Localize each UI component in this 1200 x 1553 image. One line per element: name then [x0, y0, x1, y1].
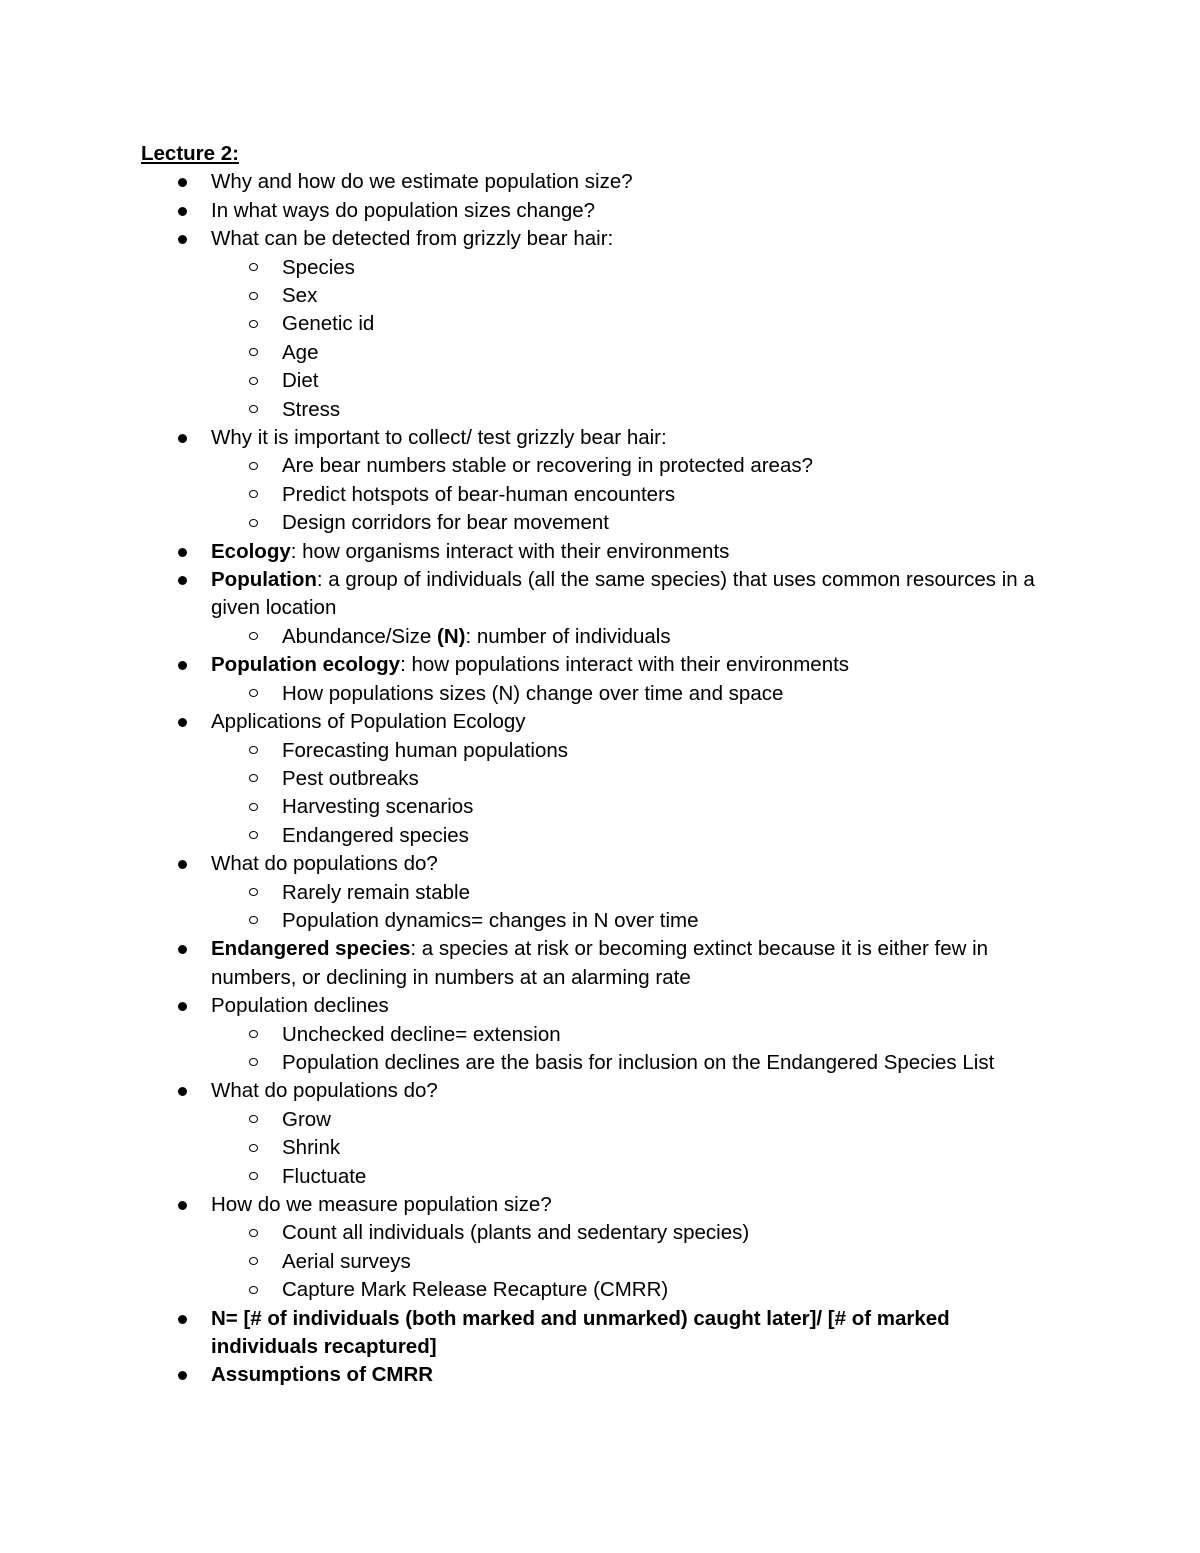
sub-bullet-item [141, 367, 1061, 395]
bullet-item [141, 1305, 1061, 1362]
item-text: Genetic id [282, 312, 375, 336]
sub-bullet-item [141, 1219, 1061, 1247]
bold-term: Endangered species [211, 937, 411, 961]
sub-bullet-item [141, 1049, 1061, 1077]
item-text: Population declines are the basis for inclusion on the Endangered Species List [282, 1050, 995, 1074]
bullet-item [141, 197, 1061, 225]
bullet-item [141, 708, 1061, 736]
item-text: Population declines [211, 994, 389, 1018]
item-text: : a species at risk or becoming extinct because it is either few in numbers, or declining in numbers at an alarming rate [211, 937, 989, 989]
bold-term: (N) [437, 624, 466, 648]
sub-bullet-item [141, 254, 1061, 282]
item-text: Endangered species [282, 823, 469, 847]
sub-bullet-item [141, 339, 1061, 367]
item-text: What can be detected from grizzly bear hair: [211, 227, 614, 251]
hollow-bullet-icon [249, 519, 258, 527]
item-text: Predict hotspots of bear-human encounters [282, 482, 676, 506]
hollow-bullet-icon [249, 1229, 258, 1237]
item-text: Diet [282, 369, 319, 393]
filled-bullet-icon [178, 661, 187, 670]
item-text: Harvesting scenarios [282, 795, 474, 819]
sub-bullet-item [141, 1021, 1061, 1049]
item-text: Rarely remain stable [282, 880, 470, 904]
filled-bullet-icon [178, 576, 187, 585]
hollow-bullet-icon [249, 292, 258, 300]
filled-bullet-icon [178, 1087, 187, 1096]
hollow-bullet-icon [249, 689, 258, 697]
item-text: Count all individuals (plants and sedentary species) [282, 1221, 750, 1245]
bold-term: Ecology [211, 539, 291, 563]
hollow-bullet-icon [249, 831, 258, 839]
item-text: Capture Mark Release Recapture (CMRR) [282, 1278, 669, 1302]
bullet-item [141, 225, 1061, 253]
sub-bullet-item [141, 1163, 1061, 1191]
sub-bullet-item [141, 765, 1061, 793]
sub-bullet-item [141, 1134, 1061, 1162]
filled-bullet-icon [178, 207, 187, 216]
item-text: : how organisms interact with their environments [290, 539, 730, 563]
item-text: Pest outbreaks [282, 766, 419, 790]
lecture-heading: Lecture 2: [141, 142, 239, 165]
hollow-bullet-icon [249, 632, 258, 640]
bullet-item [141, 935, 1061, 992]
hollow-bullet-icon [249, 1144, 258, 1152]
filled-bullet-icon [178, 1201, 187, 1210]
item-text: Age [282, 340, 319, 364]
filled-bullet-icon [178, 1315, 187, 1324]
hollow-bullet-icon [249, 1030, 258, 1038]
item-text: Stress [282, 397, 341, 421]
hollow-bullet-icon [249, 320, 258, 328]
item-text: In what ways do population sizes change? [211, 198, 596, 222]
filled-bullet-icon [178, 1371, 187, 1380]
filled-bullet-icon [178, 235, 187, 244]
item-text: Species [282, 255, 355, 279]
document-page [141, 140, 1061, 1390]
bold-term: Population [211, 568, 317, 592]
bullet-item [141, 1191, 1061, 1219]
item-text: : how populations interact with their environments [400, 653, 850, 677]
sub-bullet-item [141, 623, 1061, 651]
hollow-bullet-icon [249, 803, 258, 811]
item-text: Sex [282, 284, 318, 308]
bullet-item [141, 1361, 1061, 1389]
hollow-bullet-icon [249, 1115, 258, 1123]
sub-bullet-item [141, 1248, 1061, 1276]
hollow-bullet-icon [249, 774, 258, 782]
item-text: How do we measure population size? [211, 1193, 552, 1217]
bullet-item [141, 424, 1061, 452]
bullet-item [141, 651, 1061, 679]
item-text: Why and how do we estimate population size? [211, 170, 633, 194]
item-text: How populations sizes (N) change over time and space [282, 681, 784, 705]
notes-list [141, 168, 1061, 1389]
sub-bullet-item [141, 509, 1061, 537]
filled-bullet-icon [178, 718, 187, 727]
hollow-bullet-icon [249, 405, 258, 413]
item-text: Aerial surveys [282, 1249, 411, 1273]
hollow-bullet-icon [249, 1257, 258, 1265]
filled-bullet-icon [178, 860, 187, 869]
item-text: Are bear numbers stable or recovering in protected areas? [282, 454, 814, 478]
hollow-bullet-icon [249, 888, 258, 896]
item-text: Grow [282, 1107, 331, 1131]
hollow-bullet-icon [249, 916, 258, 924]
hollow-bullet-icon [249, 1058, 258, 1066]
filled-bullet-icon [178, 1002, 187, 1011]
sub-bullet-item [141, 1276, 1061, 1304]
sub-bullet-item [141, 907, 1061, 935]
bold-term: N= [# of individuals (both marked and unmarked) caught later]/ [# of marked individuals recaptured] [211, 1306, 950, 1359]
sub-bullet-item [141, 680, 1061, 708]
hollow-bullet-icon [249, 746, 258, 754]
hollow-bullet-icon [249, 1172, 258, 1180]
bullet-item [141, 566, 1061, 623]
filled-bullet-icon [178, 178, 187, 187]
item-text: Fluctuate [282, 1164, 367, 1188]
item-text: Population dynamics= changes in N over time [282, 908, 699, 932]
item-text: Why it is important to collect/ test grizzly bear hair: [211, 426, 667, 450]
sub-bullet-item [141, 481, 1061, 509]
bold-term: Population ecology [211, 653, 401, 677]
sub-bullet-item [141, 282, 1061, 310]
item-text: : number of individuals [465, 624, 671, 648]
bullet-item [141, 992, 1061, 1020]
sub-bullet-item [141, 793, 1061, 821]
sub-bullet-item [141, 822, 1061, 850]
hollow-bullet-icon [249, 490, 258, 498]
sub-bullet-item [141, 310, 1061, 338]
item-text: Abundance/Size [282, 624, 438, 648]
bullet-item [141, 850, 1061, 878]
filled-bullet-icon [178, 434, 187, 443]
sub-bullet-item [141, 1106, 1061, 1134]
bold-term: Assumptions of CMRR [211, 1363, 434, 1387]
item-text: Applications of Population Ecology [211, 710, 526, 734]
hollow-bullet-icon [249, 263, 258, 271]
hollow-bullet-icon [249, 462, 258, 470]
item-text: : a group of individuals (all the same species) that uses common resources in a given location [211, 568, 1035, 620]
item-text: Design corridors for bear movement [282, 511, 609, 535]
item-text: What do populations do? [211, 852, 438, 876]
filled-bullet-icon [178, 945, 187, 954]
sub-bullet-item [141, 879, 1061, 907]
sub-bullet-item [141, 396, 1061, 424]
filled-bullet-icon [178, 548, 187, 557]
bullet-item [141, 538, 1061, 566]
item-text: Shrink [282, 1136, 341, 1160]
sub-bullet-item [141, 452, 1061, 480]
bullet-item [141, 168, 1061, 196]
bullet-item [141, 1077, 1061, 1105]
hollow-bullet-icon [249, 377, 258, 385]
sub-bullet-item [141, 737, 1061, 765]
item-text: What do populations do? [211, 1079, 438, 1103]
hollow-bullet-icon [249, 1286, 258, 1294]
hollow-bullet-icon [249, 348, 258, 356]
item-text: Forecasting human populations [282, 738, 569, 762]
item-text: Unchecked decline= extension [282, 1022, 561, 1046]
